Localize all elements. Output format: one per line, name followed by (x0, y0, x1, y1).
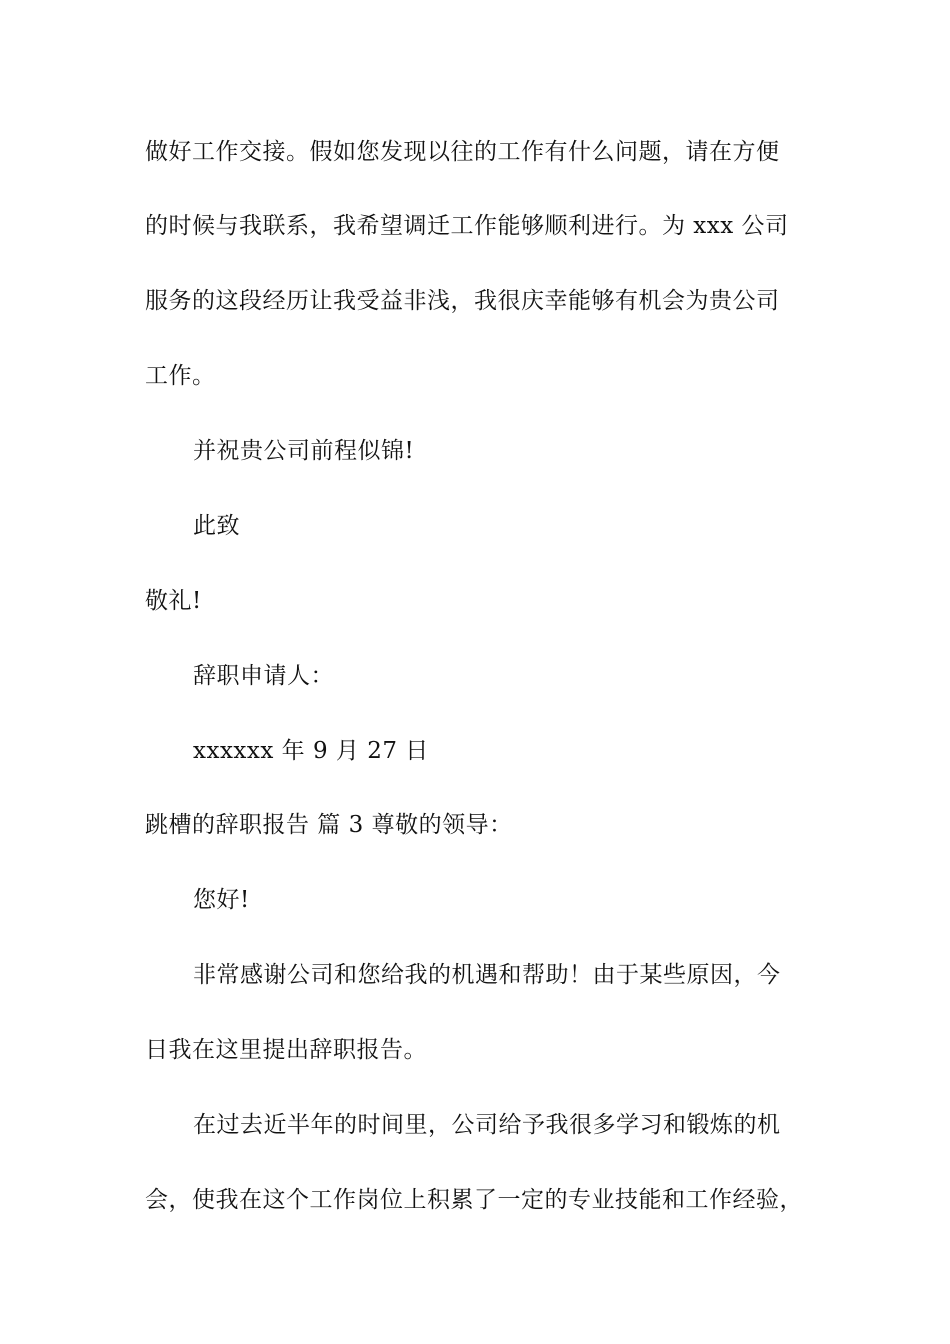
paragraph-line: 的时候与我联系，我希望调迁工作能够顺利进行。为 xxx 公司 (145, 213, 789, 239)
paragraph-line: 工作。 (145, 363, 216, 389)
paragraph-line: 非常感谢公司和您给我的机遇和帮助！由于某些原因，今 (193, 962, 781, 988)
greeting: 您好! (193, 887, 250, 913)
paragraph-line: 服务的这段经历让我受益非浅，我很庆幸能够有机会为贵公司 (145, 288, 780, 314)
section-heading: 跳槽的辞职报告 篇 3 尊敬的领导： (145, 812, 513, 838)
paragraph-line: 会，使我在这个工作岗位上积累了一定的专业技能和工作经验， (145, 1187, 803, 1213)
paragraph-line: 日我在这里提出辞职报告。 (145, 1037, 427, 1063)
closing-salutation: 此致 (193, 513, 240, 539)
paragraph-line: 在过去近半年的时间里，公司给予我很多学习和锻炼的机 (193, 1112, 781, 1138)
signature-label: 辞职申请人： (193, 663, 334, 689)
closing-regards: 敬礼! (145, 588, 202, 614)
signature-date: xxxxxx 年 9 月 27 日 (193, 738, 429, 764)
paragraph-line: 做好工作交接。假如您发现以往的工作有什么问题，请在方便 (145, 139, 780, 165)
closing-wish: 并祝贵公司前程似锦! (193, 438, 415, 464)
